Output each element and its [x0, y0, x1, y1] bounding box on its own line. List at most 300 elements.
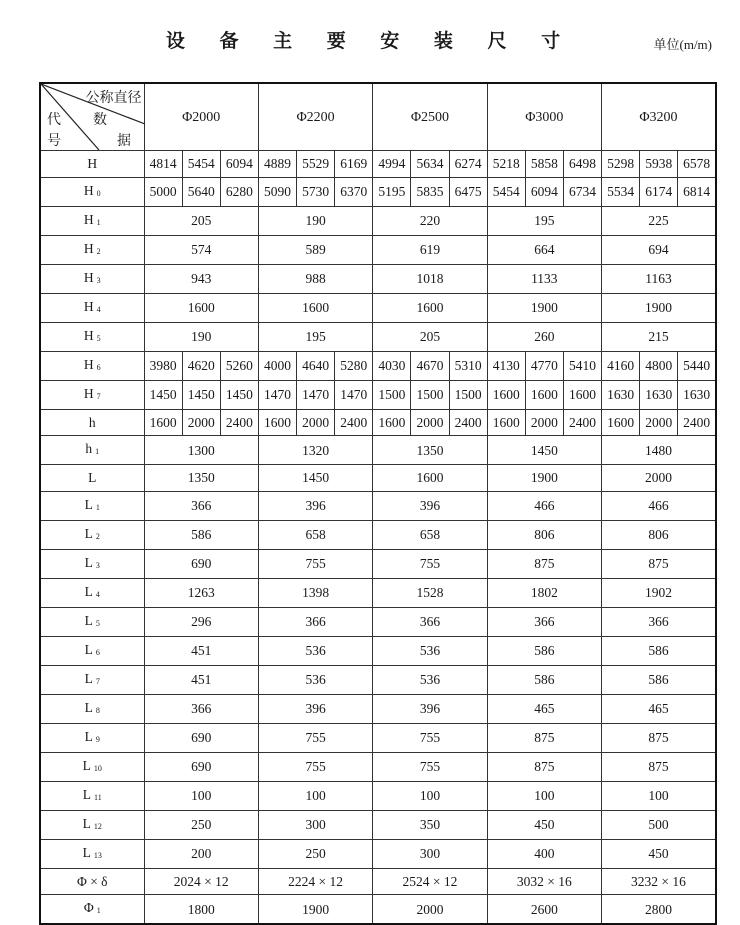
row-code-cell: [40, 781, 144, 810]
table-row: [40, 436, 716, 465]
table-row: [40, 465, 716, 492]
corner-data-bottom: 据: [117, 133, 131, 149]
value-cell: 4640: [297, 351, 335, 380]
value-cell: 4889: [258, 151, 296, 178]
value-cell: 5835: [411, 177, 449, 206]
row-code-subscript: 2: [96, 246, 101, 256]
value-cell: 396: [373, 491, 487, 520]
value-cell: 2000: [411, 409, 449, 436]
value-cell: 1600: [602, 409, 640, 436]
value-cell: 1398: [258, 578, 372, 607]
value-cell: 1350: [373, 436, 487, 465]
value-cell: 300: [258, 810, 372, 839]
value-cell: 366: [602, 607, 716, 636]
row-code: L: [88, 470, 97, 486]
group-header-2: Φ2500: [373, 83, 487, 151]
value-cell: 1600: [373, 293, 487, 322]
table-row: [40, 151, 716, 178]
row-code: H: [83, 269, 94, 285]
table-row: [40, 322, 716, 351]
value-cell: 1528: [373, 578, 487, 607]
value-cell: 536: [373, 665, 487, 694]
value-cell: 466: [602, 491, 716, 520]
row-code-cell: [40, 520, 144, 549]
value-cell: 100: [258, 781, 372, 810]
value-cell: 1500: [449, 380, 487, 409]
value-cell: 586: [602, 636, 716, 665]
row-code-cell: [40, 436, 144, 465]
value-cell: 574: [144, 235, 258, 264]
value-cell: 4000: [258, 351, 296, 380]
row-code-subscript: 11: [94, 792, 102, 802]
value-cell: 4770: [525, 351, 563, 380]
row-code-subscript: 1: [96, 906, 101, 915]
value-cell: 2600: [487, 895, 601, 925]
value-cell: 2524 × 12: [373, 868, 487, 895]
value-cell: 5938: [640, 151, 678, 178]
value-cell: 5000: [144, 177, 182, 206]
value-cell: 190: [258, 206, 372, 235]
group-header-0: Φ2000: [144, 83, 258, 151]
row-code-cell: [40, 151, 144, 178]
row-code: H: [83, 298, 94, 314]
value-cell: 366: [258, 607, 372, 636]
dimensions-table: [39, 82, 717, 925]
table-row: [40, 607, 716, 636]
value-cell: 658: [373, 520, 487, 549]
value-cell: 875: [602, 549, 716, 578]
value-cell: 1600: [258, 293, 372, 322]
value-cell: 195: [487, 206, 601, 235]
row-code-subscript: 6: [96, 362, 101, 372]
value-cell: 1320: [258, 436, 372, 465]
row-code-subscript: 7: [95, 676, 100, 686]
value-cell: 6094: [220, 151, 258, 178]
value-cell: 1600: [487, 409, 525, 436]
value-cell: 755: [373, 752, 487, 781]
value-cell: 1600: [563, 380, 601, 409]
table-row: [40, 380, 716, 409]
value-cell: 1450: [182, 380, 220, 409]
value-cell: 3232 × 16: [602, 868, 716, 895]
table-row: [40, 636, 716, 665]
value-cell: 988: [258, 264, 372, 293]
value-cell: 1263: [144, 578, 258, 607]
value-cell: 2000: [182, 409, 220, 436]
value-cell: 250: [258, 839, 372, 868]
value-cell: 400: [487, 839, 601, 868]
value-cell: 5634: [411, 151, 449, 178]
row-code-cell: [40, 578, 144, 607]
value-cell: 366: [144, 694, 258, 723]
value-cell: 1600: [373, 409, 411, 436]
value-cell: 6280: [220, 177, 258, 206]
table-row: [40, 177, 716, 206]
value-cell: 100: [602, 781, 716, 810]
value-cell: 5529: [297, 151, 335, 178]
value-cell: 205: [144, 206, 258, 235]
value-cell: 300: [373, 839, 487, 868]
table-row: [40, 868, 716, 895]
value-cell: 366: [487, 607, 601, 636]
value-cell: 1600: [373, 465, 487, 492]
row-code-cell: [40, 322, 144, 351]
value-cell: 1450: [220, 380, 258, 409]
value-cell: 536: [258, 665, 372, 694]
row-code: Φ × δ: [76, 873, 108, 889]
value-cell: 205: [373, 322, 487, 351]
value-cell: 755: [373, 723, 487, 752]
row-code-cell: [40, 206, 144, 235]
table-row: [40, 351, 716, 380]
value-cell: 1900: [487, 465, 601, 492]
value-cell: 466: [487, 491, 601, 520]
table-row: [40, 491, 716, 520]
row-code-cell: [40, 293, 144, 322]
table-row: [40, 549, 716, 578]
value-cell: 1800: [144, 895, 258, 925]
value-cell: 1802: [487, 578, 601, 607]
row-code-cell: [40, 351, 144, 380]
row-code: L: [82, 815, 91, 831]
value-cell: 875: [602, 723, 716, 752]
row-code-subscript: 4: [96, 304, 101, 314]
row-code-subscript: 3: [95, 560, 100, 570]
group-header-3: Φ3000: [487, 83, 601, 151]
value-cell: 215: [602, 322, 716, 351]
value-cell: 296: [144, 607, 258, 636]
table-row: [40, 723, 716, 752]
value-cell: 536: [258, 636, 372, 665]
value-cell: 806: [487, 520, 601, 549]
value-cell: 3980: [144, 351, 182, 380]
row-code-cell: [40, 607, 144, 636]
row-code: L: [82, 757, 91, 773]
value-cell: 1450: [258, 465, 372, 492]
value-cell: 4130: [487, 351, 525, 380]
value-cell: 5410: [563, 351, 601, 380]
value-cell: 690: [144, 752, 258, 781]
value-cell: 694: [602, 235, 716, 264]
header-row: [40, 83, 716, 151]
value-cell: 100: [144, 781, 258, 810]
value-cell: 1600: [144, 409, 182, 436]
corner-header-cell: [40, 83, 144, 151]
row-code-subscript: 7: [96, 391, 101, 401]
value-cell: 6814: [678, 177, 716, 206]
row-code-cell: [40, 694, 144, 723]
value-cell: 755: [373, 549, 487, 578]
value-cell: 5454: [487, 177, 525, 206]
value-cell: 250: [144, 810, 258, 839]
value-cell: 658: [258, 520, 372, 549]
value-cell: 396: [258, 491, 372, 520]
row-code-subscript: 5: [95, 618, 100, 628]
value-cell: 366: [144, 491, 258, 520]
row-code: H: [83, 240, 94, 256]
row-code-subscript: 8: [95, 705, 100, 715]
value-cell: 6498: [563, 151, 601, 178]
table-row: [40, 781, 716, 810]
table-row: [40, 752, 716, 781]
row-code: H: [83, 211, 94, 227]
value-cell: 2400: [449, 409, 487, 436]
table-row: [40, 839, 716, 868]
value-cell: 1600: [258, 409, 296, 436]
value-cell: 396: [373, 694, 487, 723]
corner-code-top: 代: [47, 112, 61, 128]
value-cell: 1018: [373, 264, 487, 293]
value-cell: 690: [144, 723, 258, 752]
value-cell: 5218: [487, 151, 525, 178]
value-cell: 5454: [182, 151, 220, 178]
row-code: H: [83, 385, 94, 401]
value-cell: 2024 × 12: [144, 868, 258, 895]
row-code: H: [87, 156, 98, 172]
value-cell: 1600: [487, 380, 525, 409]
value-cell: 586: [602, 665, 716, 694]
row-code-cell: [40, 465, 144, 492]
value-cell: 586: [144, 520, 258, 549]
value-cell: 6169: [335, 151, 373, 178]
row-code-cell: [40, 491, 144, 520]
row-code: L: [84, 554, 93, 570]
table-row: [40, 810, 716, 839]
value-cell: 755: [258, 723, 372, 752]
row-code-subscript: 2: [95, 531, 100, 541]
row-code: H: [83, 356, 94, 372]
value-cell: 451: [144, 636, 258, 665]
row-code-subscript: 12: [93, 821, 102, 831]
row-code-subscript: 4: [95, 589, 100, 599]
value-cell: 586: [487, 665, 601, 694]
row-code: L: [82, 786, 92, 802]
value-cell: 1163: [602, 264, 716, 293]
value-cell: 4814: [144, 151, 182, 178]
value-cell: 1902: [602, 578, 716, 607]
value-cell: 1900: [258, 895, 372, 925]
table-row: [40, 293, 716, 322]
unit-label: 单位(m/m): [653, 37, 712, 52]
value-cell: 6174: [640, 177, 678, 206]
value-cell: 2000: [373, 895, 487, 925]
value-cell: 1600: [144, 293, 258, 322]
value-cell: 2400: [678, 409, 716, 436]
value-cell: 1480: [602, 436, 716, 465]
value-cell: 6370: [335, 177, 373, 206]
row-code: L: [84, 612, 93, 628]
value-cell: 450: [602, 839, 716, 868]
row-code: L: [84, 670, 93, 686]
row-code-cell: [40, 868, 144, 895]
group-header-1: Φ2200: [258, 83, 372, 151]
row-code-subscript: 1: [95, 502, 100, 512]
value-cell: 4994: [373, 151, 411, 178]
value-cell: 5730: [297, 177, 335, 206]
row-code-subscript: 10: [93, 763, 102, 773]
value-cell: 5195: [373, 177, 411, 206]
value-cell: 200: [144, 839, 258, 868]
row-code: Φ: [83, 900, 94, 915]
value-cell: 2000: [525, 409, 563, 436]
value-cell: 943: [144, 264, 258, 293]
value-cell: 1900: [487, 293, 601, 322]
value-cell: 5640: [182, 177, 220, 206]
value-cell: 2400: [335, 409, 373, 436]
value-cell: 6094: [525, 177, 563, 206]
value-cell: 1470: [297, 380, 335, 409]
group-header-4: Φ3200: [602, 83, 716, 151]
value-cell: 806: [602, 520, 716, 549]
value-cell: 690: [144, 549, 258, 578]
value-cell: 875: [487, 723, 601, 752]
value-cell: 2400: [563, 409, 601, 436]
value-cell: 1470: [258, 380, 296, 409]
value-cell: 450: [487, 810, 601, 839]
row-code-subscript: 13: [93, 850, 102, 860]
value-cell: 100: [487, 781, 601, 810]
row-code-cell: [40, 723, 144, 752]
row-code: L: [82, 844, 91, 860]
value-cell: 4620: [182, 351, 220, 380]
value-cell: 1450: [487, 436, 601, 465]
row-code-cell: [40, 636, 144, 665]
row-code: H: [83, 327, 94, 343]
value-cell: 5298: [602, 151, 640, 178]
row-code-subscript: 3: [96, 275, 101, 285]
table-row: [40, 264, 716, 293]
value-cell: 1630: [678, 380, 716, 409]
value-cell: 5310: [449, 351, 487, 380]
value-cell: 220: [373, 206, 487, 235]
value-cell: 2000: [602, 465, 716, 492]
value-cell: 6274: [449, 151, 487, 178]
value-cell: 225: [602, 206, 716, 235]
row-code: L: [84, 699, 93, 715]
value-cell: 536: [373, 636, 487, 665]
row-code-cell: [40, 839, 144, 868]
value-cell: 6578: [678, 151, 716, 178]
value-cell: 6734: [563, 177, 601, 206]
value-cell: 1900: [602, 293, 716, 322]
value-cell: 1500: [411, 380, 449, 409]
value-cell: 586: [487, 636, 601, 665]
value-cell: 350: [373, 810, 487, 839]
row-code-cell: [40, 895, 144, 925]
table-row: [40, 578, 716, 607]
row-code-subscript: 5: [96, 333, 101, 343]
table-row: [40, 895, 716, 925]
row-code-cell: [40, 235, 144, 264]
row-code: L: [84, 496, 93, 512]
row-code: h: [85, 441, 93, 456]
row-code-subscript: 1: [95, 447, 100, 456]
value-cell: 1500: [373, 380, 411, 409]
value-cell: 5260: [220, 351, 258, 380]
row-code-cell: [40, 810, 144, 839]
value-cell: 396: [258, 694, 372, 723]
value-cell: 6475: [449, 177, 487, 206]
value-cell: 2000: [297, 409, 335, 436]
row-code: H: [83, 182, 94, 198]
table-row: [40, 235, 716, 264]
value-cell: 4670: [411, 351, 449, 380]
value-cell: 260: [487, 322, 601, 351]
value-cell: 366: [373, 607, 487, 636]
value-cell: 2400: [220, 409, 258, 436]
table-row: [40, 206, 716, 235]
value-cell: 190: [144, 322, 258, 351]
row-code-subscript: 0: [96, 188, 101, 198]
row-code-cell: [40, 549, 144, 578]
value-cell: 5858: [525, 151, 563, 178]
corner-data-top: 数: [93, 112, 107, 128]
value-cell: 195: [258, 322, 372, 351]
value-cell: 5280: [335, 351, 373, 380]
value-cell: 875: [602, 752, 716, 781]
value-cell: 465: [487, 694, 601, 723]
row-code-subscript: 9: [95, 734, 100, 744]
row-code: L: [84, 641, 93, 657]
row-code-cell: [40, 665, 144, 694]
value-cell: 755: [258, 549, 372, 578]
table-row: [40, 409, 716, 436]
table-row: [40, 665, 716, 694]
row-code-subscript: 1: [96, 217, 101, 227]
page-title: 设 备 主 要 安 装 尺 寸: [165, 30, 575, 52]
row-code: L: [84, 583, 93, 599]
value-cell: 5534: [602, 177, 640, 206]
row-code: L: [84, 728, 93, 744]
table-row: [40, 520, 716, 549]
corner-nominal-diameter: 公称直径: [85, 90, 142, 106]
value-cell: 451: [144, 665, 258, 694]
value-cell: 4160: [602, 351, 640, 380]
value-cell: 1450: [144, 380, 182, 409]
row-code-cell: [40, 752, 144, 781]
value-cell: 875: [487, 549, 601, 578]
row-code-cell: [40, 177, 144, 206]
value-cell: 4800: [640, 351, 678, 380]
row-code: L: [84, 525, 93, 541]
value-cell: 2000: [640, 409, 678, 436]
table-row: [40, 694, 716, 723]
row-code-cell: [40, 409, 144, 436]
value-cell: 1470: [335, 380, 373, 409]
value-cell: 5440: [678, 351, 716, 380]
value-cell: 4030: [373, 351, 411, 380]
value-cell: 755: [258, 752, 372, 781]
value-cell: 2800: [602, 895, 716, 925]
value-cell: 1133: [487, 264, 601, 293]
value-cell: 465: [602, 694, 716, 723]
row-code: h: [88, 414, 96, 430]
value-cell: 1630: [602, 380, 640, 409]
corner-code-bottom: 号: [47, 133, 61, 149]
value-cell: 1300: [144, 436, 258, 465]
value-cell: 1600: [525, 380, 563, 409]
value-cell: 3032 × 16: [487, 868, 601, 895]
value-cell: 500: [602, 810, 716, 839]
value-cell: 875: [487, 752, 601, 781]
row-code-cell: [40, 380, 144, 409]
row-code-cell: [40, 264, 144, 293]
value-cell: 100: [373, 781, 487, 810]
row-code-subscript: 6: [95, 647, 100, 657]
value-cell: 2224 × 12: [258, 868, 372, 895]
value-cell: 619: [373, 235, 487, 264]
value-cell: 589: [258, 235, 372, 264]
